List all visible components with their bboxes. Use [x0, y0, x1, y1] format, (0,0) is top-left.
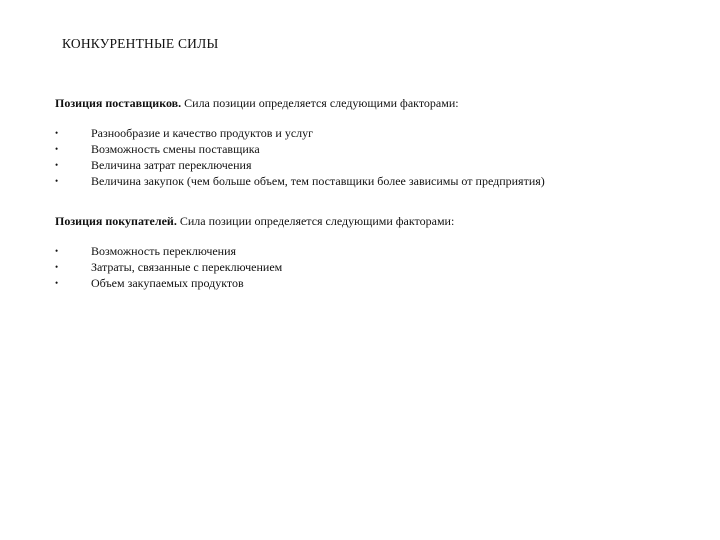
supplier-position-section [55, 95, 715, 189]
list-item [55, 125, 715, 141]
list-item-text: Разнообразие и качество продуктов и услуг [91, 126, 314, 140]
list-item [55, 157, 715, 173]
bullet-list [55, 243, 715, 291]
bullet-icon: • [55, 176, 59, 186]
section-heading-bold: Позиция поставщиков. [55, 96, 182, 110]
section-heading [55, 213, 715, 229]
bullet-icon: • [55, 128, 59, 138]
section-heading-bold: Позиция покупателей. [55, 214, 177, 228]
bullet-icon: • [55, 246, 59, 256]
section-heading-text: Сила позиции определяется следующими факторами: [181, 96, 459, 110]
list-item-text: Величина затрат переключения [91, 158, 252, 172]
section-heading-text: Сила позиции определяется следующими факторами: [176, 214, 455, 228]
buyer-position-section [55, 213, 715, 291]
list-item [55, 243, 715, 259]
bullet-icon: • [55, 278, 59, 288]
bullet-icon: • [55, 160, 59, 170]
bullet-icon: • [55, 262, 59, 272]
list-item [55, 141, 715, 157]
list-item [55, 173, 715, 189]
slide-title: КОНКУРЕНТНЫЕ СИЛЫ [62, 36, 219, 51]
list-item [55, 275, 715, 291]
list-item-text: Возможность смены поставщика [91, 142, 260, 156]
bullet-list [55, 125, 715, 189]
bullet-icon: • [55, 144, 59, 154]
list-item-text: Объем закупаемых продуктов [91, 276, 244, 290]
list-item-text: Затраты, связанные с переключением [91, 260, 283, 274]
section-heading [55, 95, 715, 111]
list-item-text: Величина закупок (чем больше объем, тем поставщики более зависимы от предприятия) [91, 174, 545, 188]
list-item-text: Возможность переключения [91, 244, 237, 258]
list-item [55, 259, 715, 275]
